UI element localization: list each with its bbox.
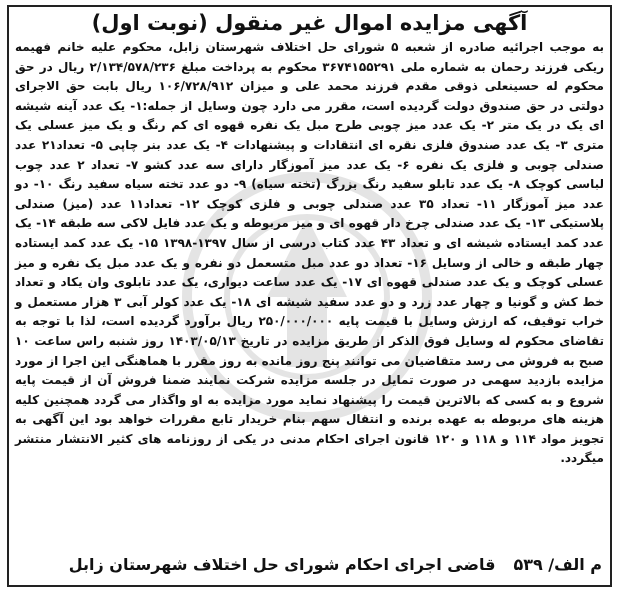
notice-reference-number: م الف/ ۵۳۹ — [513, 555, 602, 574]
notice-title: آگهی مزایده اموال غیر منقول (نوبت اول) — [91, 11, 528, 35]
auction-notice — [7, 5, 612, 587]
notice-footer — [17, 554, 602, 576]
notice-body: به موجب اجرائیه صادره از شعبه ۵ شورای حل اختلاف شهرستان زابل، محکوم علیه خانم فهیمه ریکی فرزند رحمان به شماره ملی ۳۶۷۴۱۵۵۲۹۱ محکوم به پرداخت مبلغ ۲/۱۳۴/۵۷۸/۲۳۶ ریال در حق محکوم له حسینعلی ذوقی مقدم فرزند محمد علی و میزان ۱۰۶/۷۲۸/۹۱۲ ریال بابت حق الاجرای دولتی در حق صندوق دولت گردیده است، مقرر می دارد چون وسایل از جمله:۱- یک عدد آینه شیشه ای یک در یک متر ۲- یک عدد میز چوبی طرح مبل یک نفره قهوه ای کم رنگ و یک میز عسلی یک متری ۳- یک عدد صندوق فلزی نقره ای انتقادات و پیشنهادات ۴- یک عدد بنر چاپی ۵- تعداد۲۱ عدد صندلی چوبی و فلزی یک نفره ۶- یک عدد میز آموزگار دارای سه عدد کشو ۷- تعداد ۲ عدد چوب لباسی کوچک ۸- یک عدد تابلو سفید رنگ بزرگ (تخته سیاه) ۹- دو عدد تخته سیاه سفید رنگ ۱۰- دو عدد میز آموزگار ۱۱- تعداد ۳۵ عدد صندلی چوبی و فلزی کوچک ۱۲- تعداد۱۱ عدد (میز) صندلی پلاستیکی ۱۳- یک عدد صندلی چرخ دار قهوه ای و میز مربوطه و یک عدد فایل لاکی سه طبقه ۱۴- یک عدد کمد ایستاده شیشه ای و تعداد ۴۳ عدد کتاب درسی از سال ۱۳۹۷-۱۳۹۸ ۱۵- یک عدد کمد ایستاده چهار طبقه و خالی از وسایل ۱۶- تعداد دو عدد مبل متسعمل دو نفره و یک عدد مبل یک نفره و میز عسلی کوچک و یک عدد صندلی قهوه ای ۱۷- یک عدد ساعت دیواری، یک عدد تابلوی وان یکاد و تعداد خط کش و گونیا و چهار عدد زرد و دو عدد سفید شیشه ای ۱۸- یک عدد کولر آبی ۳ هزار مستعمل و خراب توقیف، که ارزش وسایل با قیمت پایه ۲۵۰/۰۰۰/۰۰۰ ریال برآورد گردیده است، لذا با توجه به تقاضای محکوم له وسایل فوق الذکر از طریق مزایده در تاریخ ۱۴۰۳/۰۵/۱۳ روز شنبه راس ساعت ۱۰ صبح به فروش می رسد متقاضیان می توانند پنج روز مانده به روز مقرر با هماهنگی این اجرا از مورد مزایده بازدید سهمی در صورت تمایل در جلسه مزایده شرکت نمایند ضمنا فروش آن از قیمت پایه شروع و به کسی که بالاترین قیمت را پیشنهاد نماید مورد مزایده به او واگذار می گردد همچنین کلیه هزینه های مربوطه به عهده برنده و انتقال سهم بنام خریدار تابع مقررات خواهد بود این آگهی به تجویز مواد ۱۱۴ و ۱۱۸ و ۱۲۰ قانون اجرای احکام مدنی در یکی از روزنامه های کثیر الانتشار منتشر میگردد. — [15, 40, 605, 466]
issuing-authority: قاضی اجرای احکام شورای حل اختلاف شهرستان زابل — [68, 555, 496, 574]
